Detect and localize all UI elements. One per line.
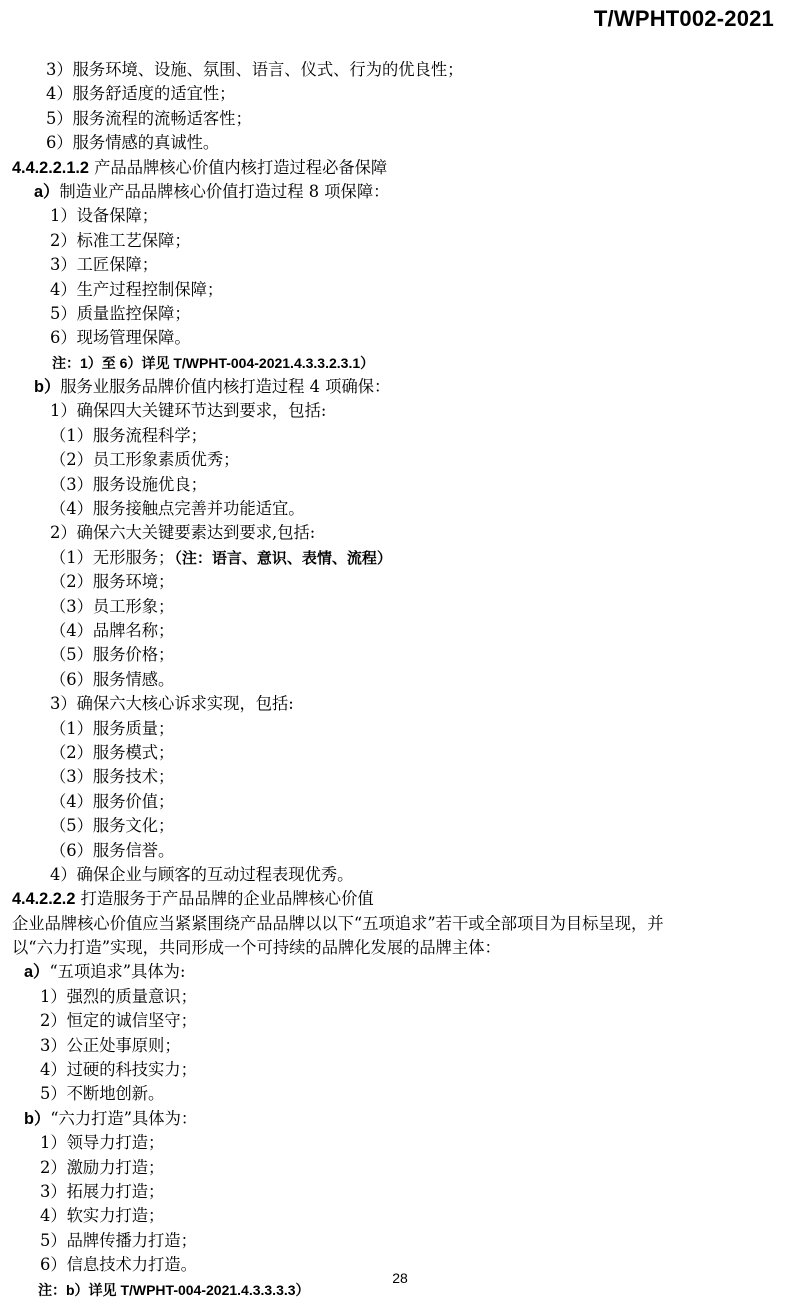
list-item: （6）服务情感。 — [50, 669, 175, 689]
list-item: （4）服务价值； — [50, 791, 175, 811]
list-item: 3）工匠保障； — [50, 255, 159, 275]
list-item: 5）质量监控保障； — [50, 303, 191, 323]
item-marker: a） — [24, 963, 50, 982]
section-heading — [0, 156, 800, 180]
list-item: 4）软实力打造； — [40, 1206, 165, 1226]
group-title: 1）确保四大关键环节达到要求，包括: — [50, 401, 327, 421]
sub-heading — [0, 375, 800, 399]
section-heading — [0, 887, 800, 911]
paragraph-line: 以“六力打造”实现，共同形成一个可持续的品牌化发展的品牌主体： — [12, 938, 501, 958]
list-item: 1）领导力打造； — [40, 1133, 165, 1153]
list-item: 2）激励力打造； — [40, 1157, 165, 1177]
list-item: 6）现场管理保障。 — [50, 328, 191, 348]
list-item: 4）生产过程控制保障； — [50, 279, 224, 299]
group-title: 3）确保六大核心诉求实现，包括: — [50, 694, 294, 714]
section-number: 4.4.2.2.2 — [12, 890, 76, 909]
page-number: 28 — [392, 1270, 408, 1286]
list-item: （2）服务模式； — [50, 742, 175, 762]
group-title: 4）确保企业与顾客的互动过程表现优秀。 — [50, 864, 354, 884]
note: 注：1）至 6）详见 T/WPHT-004-2021.4.3.3.2.3.1） — [52, 354, 375, 371]
item-text: 服务业服务品牌价值内核打造过程 4 项确保： — [60, 377, 391, 397]
section-title: 产品品牌核心价值内核打造过程必备保障 — [94, 157, 388, 177]
list-item: 1）设备保障； — [50, 206, 159, 226]
list-item: 5）品牌传播力打造； — [40, 1230, 197, 1250]
list-item: （1）服务流程科学； — [50, 425, 207, 445]
list-item: 4）过硬的科技实力； — [40, 1060, 197, 1080]
list-item: 4）服务舒适度的适宜性； — [46, 84, 236, 104]
list-item: 3）服务环境、设施、氛围、语言、仪式、行为的优良性； — [46, 60, 464, 79]
list-item: （1）服务质量； — [50, 718, 175, 738]
sub-heading — [0, 960, 800, 984]
item-marker: a） — [34, 182, 60, 201]
list-item — [0, 546, 800, 570]
list-item: 3）拓展力打造； — [40, 1181, 165, 1201]
list-item: （4）服务接触点完善并功能适宜。 — [50, 499, 305, 519]
item-text: （1）无形服务； — [50, 547, 175, 567]
note: 注：b）详见 T/WPHT-004-2021.4.3.3.3.3） — [38, 1281, 310, 1298]
item-text: “五项追求”具体为: — [49, 962, 186, 982]
list-item: 6）服务情感的真诚性。 — [46, 133, 220, 153]
list-item: （5）服务价格； — [50, 645, 175, 665]
item-text: 制造业产品品牌核心价值打造过程 8 项保障： — [59, 181, 390, 201]
document-body — [0, 58, 800, 1302]
list-item: （4）品牌名称； — [50, 620, 175, 640]
list-item: 2）恒定的诚信坚守； — [40, 1011, 197, 1031]
list-item: 6）信息技术力打造。 — [40, 1255, 197, 1275]
list-item: 5）服务流程的流畅适客性； — [46, 108, 252, 128]
document-code-header: T/WPHT002-2021 — [593, 6, 774, 31]
list-item: 3）公正处事原则； — [40, 1035, 181, 1055]
item-text: “六力打造”具体为： — [50, 1108, 198, 1128]
sub-heading — [0, 180, 800, 204]
list-item: 2）标准工艺保障； — [50, 230, 191, 250]
list-item: （5）服务文化； — [50, 816, 175, 836]
list-item: （2）服务环境； — [50, 572, 175, 592]
list-item: （3）服务设施优良； — [50, 474, 207, 494]
item-marker: b） — [24, 1109, 51, 1128]
group-title: 2）确保六大关键要素达到要求,包括: — [50, 523, 316, 543]
sub-heading — [0, 1107, 800, 1131]
section-number: 4.4.2.2.1.2 — [12, 158, 89, 177]
inline-note: （注：语言、意识、表情、流程） — [174, 549, 392, 567]
list-item: （3）员工形象； — [50, 596, 175, 616]
list-item: （2）员工形象素质优秀； — [50, 450, 240, 470]
item-marker: b） — [34, 378, 61, 397]
list-item: （3）服务技术； — [50, 767, 175, 787]
list-item: 5）不断地创新。 — [40, 1084, 165, 1104]
section-title: 打造服务于产品品牌的企业品牌核心价值 — [80, 889, 374, 909]
paragraph-line: 企业品牌核心价值应当紧紧围绕产品品牌以以下“五项追求”若干或全部项目为目标呈现，并 — [12, 913, 664, 933]
list-item: （6）服务信誉。 — [50, 840, 175, 860]
list-item: 1）强烈的质量意识； — [40, 986, 197, 1006]
